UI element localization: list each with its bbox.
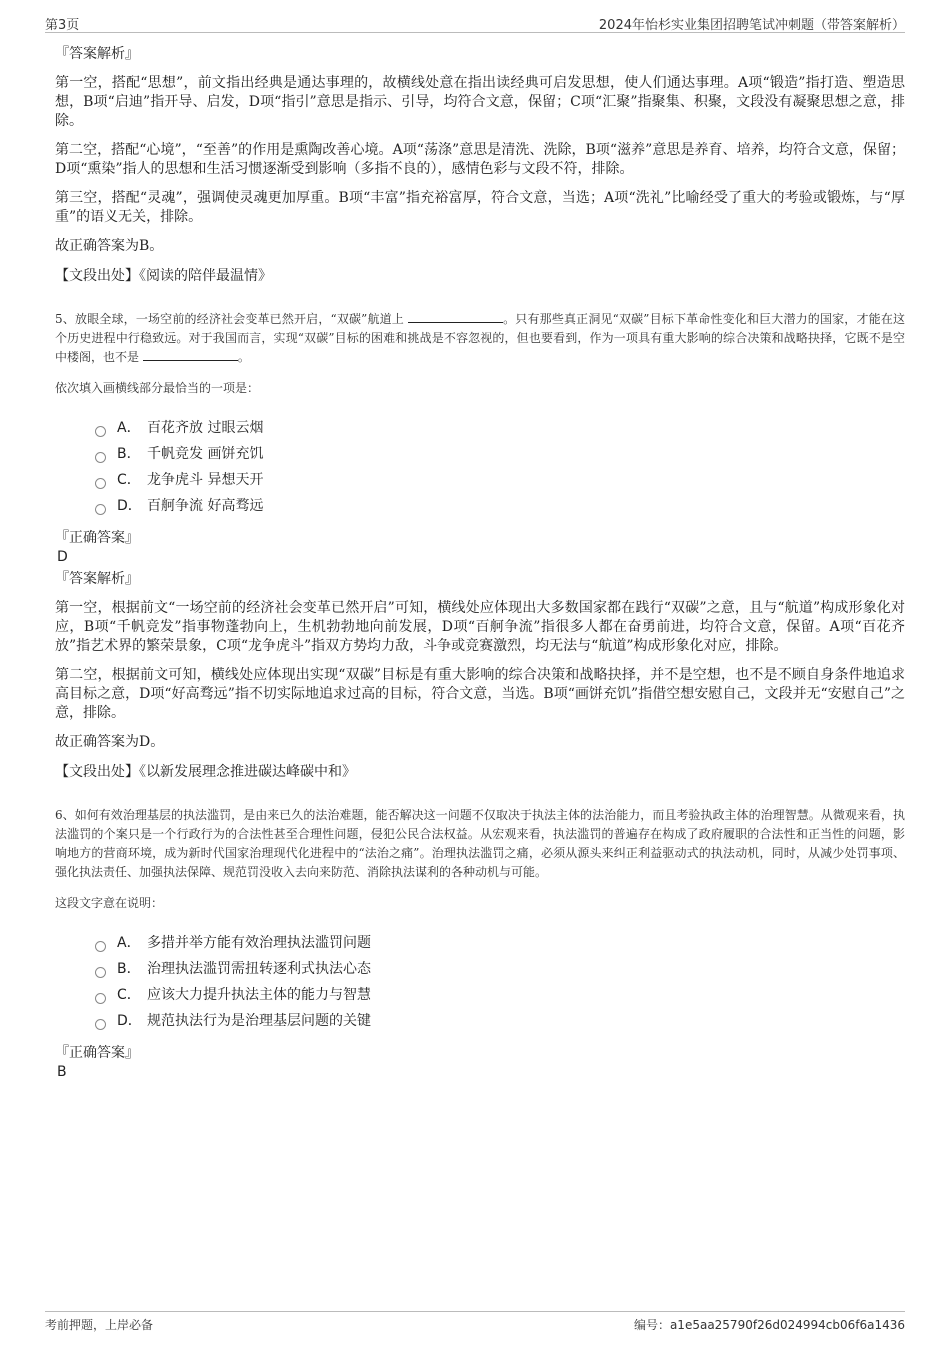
q4-analysis-para: 第二空，搭配“心境”，“至善”的作用是熏陶改善心境。A项“荡涤”意思是清洗、洗除，B项“滋养”意思是养育、培养，均符合文意，保留；D项“熏染”指人的思想和生活习惯逐渐受到影响（多指不良的），感情色彩与文段不符，排除。 [55,142,905,177]
radio-icon[interactable] [95,478,106,489]
q6-option-a[interactable]: A． 多措并举方能有效治理执法滥罚问题 [95,930,905,956]
fill-blank [408,310,503,323]
q4-conclusion: 故正确答案为B。 [55,238,164,254]
page-header [45,12,905,33]
document-code: 编号：a1e5aa25790f26d024994cb06f6a1436 [633,1318,905,1332]
q5-analysis-para: 第一空，根据前文“一场空前的经济社会变革已然开启”可知，横线处应体现出大多数国家都在践行“双碳”之意，且与“航道”构成形象化对应，B项“千帆竞发”指事物蓬勃向上，生机勃勃地向前发展，D项“百舸争流”指很多人都在奋勇前进，均符合文意，保留。A项“百花齐放”指艺术界的繁荣景象，C项“龙争虎斗”指双方势均力敌，斗争或竞赛激烈，均无法与“航道”构成形象化对应，排除。 [55,600,905,654]
q5-answer: D [57,549,68,565]
q6-question-text: 6、如何有效治理基层的执法滥罚，是由来已久的法治难题，能否解决这一问题不仅取决于执法主体的法治能力，而且考验执政主体的治理智慧。从微观来看，执法滥罚的个案只是一个行政行为的合法性甚至合理性问题，侵犯公民合法权益。从宏观来看，执法滥罚的普遍存在构成了政府履职的合法性和正当性的问题，影响地方的营商环境，成为新时代国家治理现代化进程中的“法治之痛”。治理执法滥罚之痛，必须从源头来纠正利益驱动式的执法动机，同时，从减少处罚事项、强化执法责任、加强执法保障、规范罚没收入去向来防范、消除执法谋利的各种动机与可能。 [55,808,905,879]
radio-icon[interactable] [95,1019,106,1030]
radio-icon[interactable] [95,993,106,1004]
q5-option-c[interactable]: C． 龙争虎斗 异想天开 [95,467,905,493]
q4-source: 【文段出处】《阅读的陪伴最温情》 [55,268,272,284]
q5-analysis-label: 『答案解析』 [55,571,139,587]
q4-analysis-label: 『答案解析』 [55,46,139,62]
q6-option-c[interactable]: C． 应该大力提升执法主体的能力与智慧 [95,982,905,1008]
q6-option-d[interactable]: D． 规范执法行为是治理基层问题的关键 [95,1008,905,1034]
q5-answer-label: 『正确答案』 [55,530,139,546]
q6-option-b[interactable]: B． 治理执法滥罚需扭转逐利式执法心态 [95,956,905,982]
q4-analysis-para: 第一空，搭配“思想”，前文指出经典是通达事理的，故横线处意在指出读经典可启发思想，使人们通达事理。A项“锻造”指打造、塑造思想，B项“启迪”指开导、启发，D项“指引”意思是指示、引导，均符合文意，保留；C项“汇聚”指聚集、积聚，文段没有凝聚思想之意，排除。 [55,75,905,129]
q6-answer-label: 『正确答案』 [55,1045,139,1061]
page-content [55,44,905,1084]
q5-source: 【文段出处】《以新发展理念推进碳达峰碳中和》 [55,764,356,780]
q5-conclusion: 故正确答案为D。 [55,734,165,750]
q6-answer: B [57,1064,67,1080]
q5-options [95,415,905,519]
footer-slogan: 考前押题，上岸必备 [45,1318,154,1332]
radio-icon[interactable] [95,426,106,437]
page-footer [45,1311,905,1332]
radio-icon[interactable] [95,941,106,952]
q5-question-text: 5、放眼全球，一场空前的经济社会变革已然开启，“双碳”航道上 。只有那些真正洞见“双碳”目标下革命性变化和巨大潜力的国家，才能在这个历史进程中行稳致远。对于我国而言，实现“双碳”目标的困难和挑战是不容忽视的，但也要看到，作为一项具有重大影响的综合决策和战略抉择，它既不是空中楼阁，也不是 。 [55,312,905,364]
document-title: 2024年怡杉实业集团招聘笔试冲刺题（带答案解析） [598,18,905,33]
page-number: 第3页 [45,18,80,33]
q5-prompt: 依次填入画横线部分最恰当的一项是： [55,381,260,395]
radio-icon[interactable] [95,452,106,463]
radio-icon[interactable] [95,967,106,978]
q5-analysis-para: 第二空，根据前文可知，横线处应体现出实现“双碳”目标是有重大影响的综合决策和战略抉择，并不是空想，也不是不顾自身条件地追求高目标之意，D项“好高骛远”指不切实际地追求过高的目标，符合文意，当选。B项“画饼充饥”指借空想安慰自己，文段并无“安慰自己”之意，排除。 [55,667,905,721]
q4-analysis-para: 第三空，搭配“灵魂”，强调使灵魂更加厚重。B项“丰富”指充裕富厚，符合文意，当选；A项“洗礼”比喻经受了重大的考验或锻炼，与“厚重”的语义无关，排除。 [55,190,905,225]
fill-blank [143,348,238,361]
q5-option-a[interactable]: A． 百花齐放 过眼云烟 [95,415,905,441]
q5-option-b[interactable]: B． 千帆竞发 画饼充饥 [95,441,905,467]
radio-icon[interactable] [95,504,106,515]
q5-option-d[interactable]: D． 百舸争流 好高骛远 [95,493,905,519]
q6-options [95,930,905,1034]
q6-prompt: 这段文字意在说明： [55,896,164,910]
